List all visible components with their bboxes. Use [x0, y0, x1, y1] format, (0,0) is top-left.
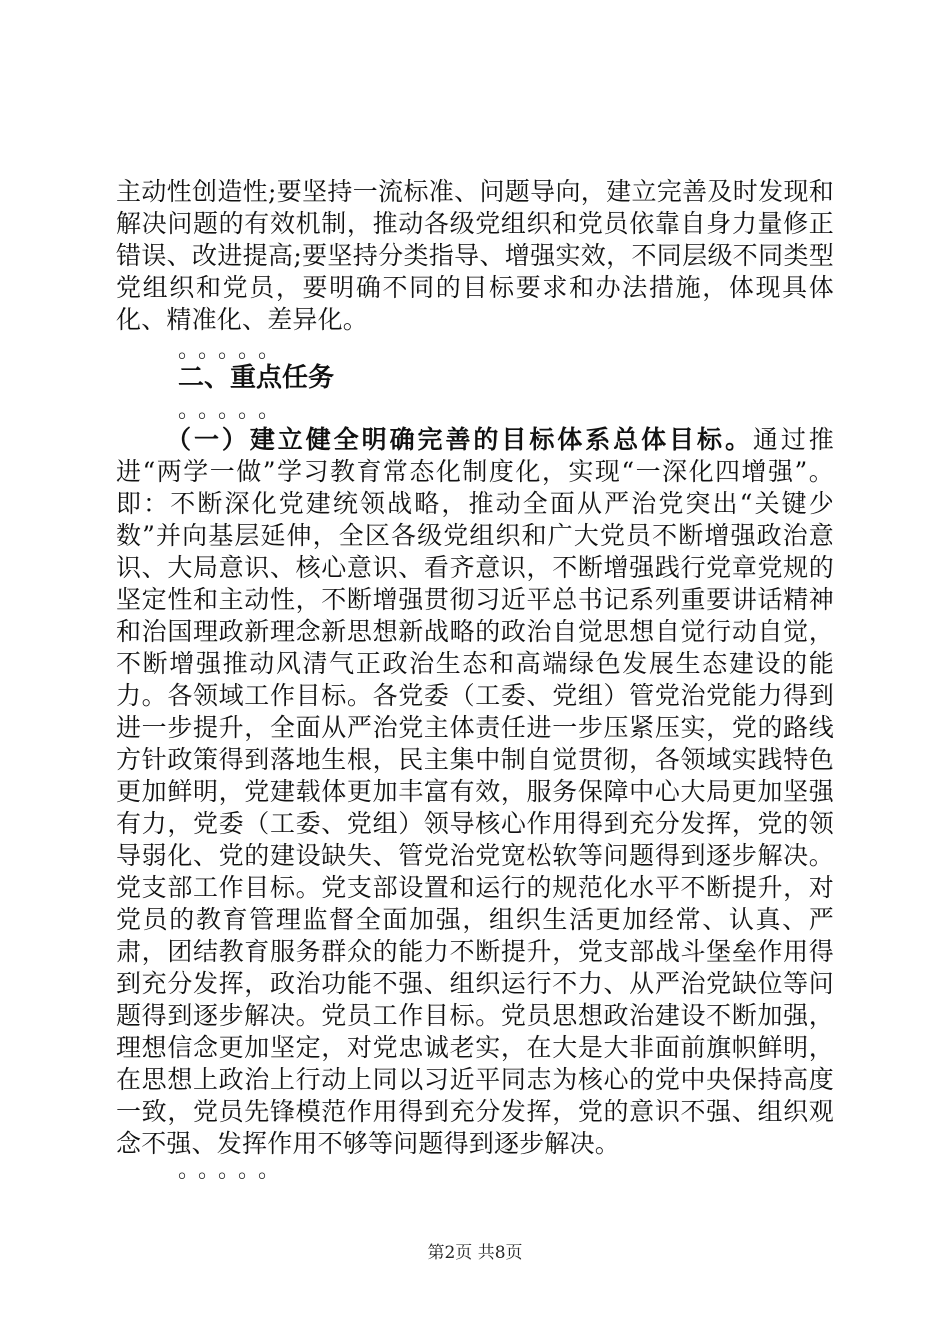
section-heading: 二、重点任务	[178, 363, 335, 393]
body-paragraph-targets	[116, 424, 834, 1160]
body-paragraph-continued: 主动性创造性;要坚持一流标准、问题导向，建立完善及时发现和解决问题的有效机制，推动各级党组织和党员依靠自身力量修正错误、改进提高;要坚持分类指导、增强实效，不同层级不同类型党组织和党员，要明确不同的目标要求和办法措施，体现具体化、精准化、差异化。	[116, 177, 834, 334]
separator-dots: 。。。。。	[178, 398, 290, 423]
paragraph-lead-title: （一）建立健全明确完善的目标体系总体目标。	[166, 425, 753, 454]
separator-dots: 。。。。。	[178, 338, 290, 363]
separator-dots: 。。。。。	[178, 1158, 290, 1183]
paragraph-body-text: 通过推进“两学一做”学习教育常态化制度化，实现“一深化四增强”。即：不断深化党建统领战略，推动全面从严治党突出“关键少数”并向基层延伸，全区各级党组织和广大党员不断增强政治意识、大局意识、核心意识、看齐意识，不断增强践行党章党规的坚定性和主动性，不断增强贯彻习近平总书记系列重要讲话精神和治国理政新理念新思想新战略的政治自觉思想自觉行动自觉，不断增强推动风清气正政治生态和高端绿色发展生态建设的能力。各领域工作目标。各党委（工委、党组）管党治党能力得到进一步提升，全面从严治党主体责任进一步压紧压实，党的路线方针政策得到落地生根，民主集中制自觉贯彻，各领域实践特色更加鲜明，党建载体更加丰富有效，服务保障中心大局更加坚强有力，党委（工委、党组）领导核心作用得到充分发挥，党的领导弱化、党的建设缺失、管党治党宽松软等问题得到逐步解决。党支部工作目标。党支部设置和运行的规范化水平不断提升，对党员的教育管理监督全面加强，组织生活更加经常、认真、严肃，团结教育服务群众的能力不断提升，党支部战斗堡垒作用得到充分发挥，政治功能不强、组织运行不力、从严治党缺位等问题得到逐步解决。党员工作目标。党员思想政治建设不断加强，理想信念更加坚定，对党忠诚老实，在大是大非面前旗帜鲜明，在思想上政治上行动上同以习近平同志为核心的党中央保持高度一致，党员先锋模范作用得到充分发挥，党的意识不强、组织观念不强、发挥作用不够等问题得到逐步解决。	[116, 425, 835, 1158]
page-number-footer: 第2页 共8页	[427, 1243, 523, 1263]
